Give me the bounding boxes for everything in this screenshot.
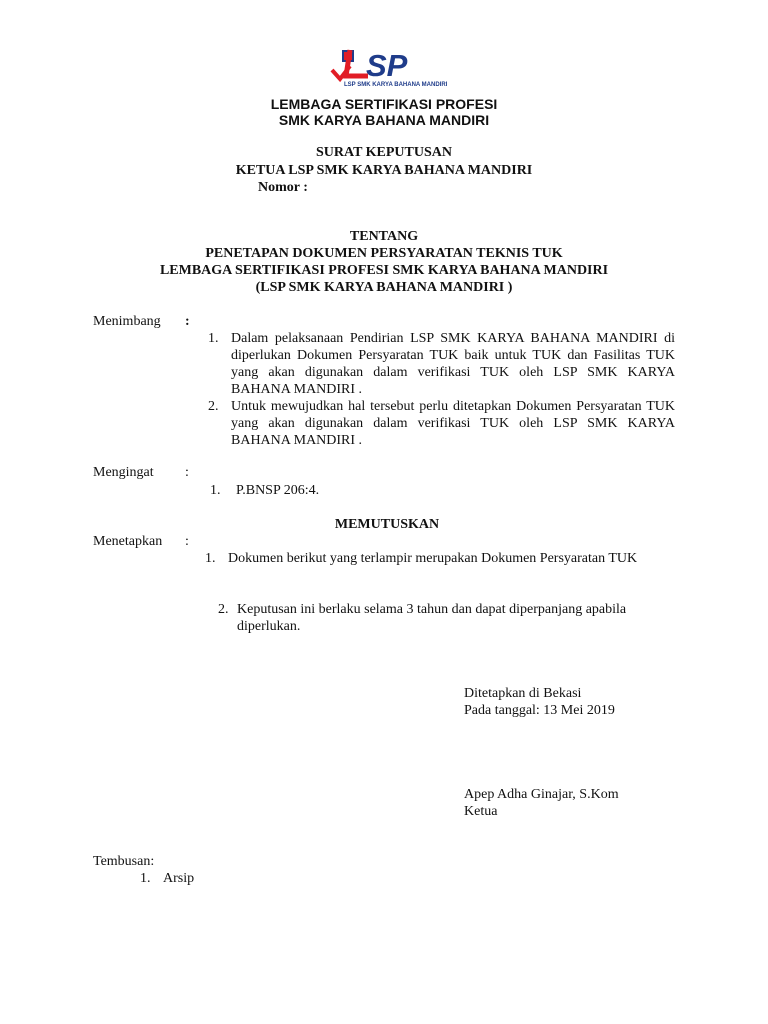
decree-title: SURAT KEPUTUSAN <box>315 145 452 160</box>
tembusan-item-1-num: 1. <box>140 871 151 886</box>
menimbang-item-2-text: Untuk mewujudkan hal tersebut perlu ditetapkan Dokumen Persyaratan TUK yang akan digunakan dalam verifikasi TUK oleh LSP SMK KARYA BAHANA MANDIRI . <box>231 399 675 448</box>
menetapkan-label: Menetapkan <box>93 534 163 549</box>
mengingat-item-1-num: 1. <box>210 483 221 498</box>
signer-position: Ketua <box>464 804 498 819</box>
menimbang-label: Menimbang <box>93 314 161 329</box>
menetapkan-item-1-num: 1. <box>205 551 216 566</box>
tembusan-label: Tembusan: <box>93 854 155 869</box>
menetapkan-item-1-text: Dokumen berikut yang terlampir merupakan Dokumen Persyaratan TUK <box>228 551 638 566</box>
about-line1: PENETAPAN DOKUMEN PERSYARATAN TEKNIS TUK <box>205 246 563 261</box>
menimbang-item-1-num: 1. <box>208 331 219 346</box>
org-line1: LEMBAGA SERTIFIKASI PROFESI <box>270 96 498 112</box>
menetapkan-colon: : <box>185 534 189 549</box>
menimbang-item-2-num: 2. <box>208 399 219 414</box>
lsp-logo <box>328 46 448 92</box>
mengingat-label: Mengingat <box>93 465 154 480</box>
about-line3: (LSP SMK KARYA BAHANA MANDIRI ) <box>255 280 513 295</box>
logo-caption: LSP SMK KARYA BAHANA MANDIRI <box>344 82 448 88</box>
decree-subtitle: KETUA LSP SMK KARYA BAHANA MANDIRI <box>235 163 533 178</box>
sign-place: Ditetapkan di Bekasi <box>464 686 582 701</box>
about-label: TENTANG <box>349 229 419 244</box>
mengingat-item-1-text: P.BNSP 206:4. <box>236 483 320 498</box>
tembusan-item-1-text: Arsip <box>163 871 195 886</box>
org-line2: SMK KARYA BAHANA MANDIRI <box>278 112 490 128</box>
menetapkan-item-2-num: 2. <box>218 602 229 617</box>
mengingat-colon: : <box>185 465 189 480</box>
letter-l <box>346 50 368 76</box>
signer-name: Apep Adha Ginajar, S.Kom <box>464 787 619 802</box>
sign-date: Pada tanggal: 13 Mei 2019 <box>464 703 615 718</box>
menetapkan-item-2-text: Keputusan ini berlaku selama 3 tahun dan dapat diperpanjang apabila diperlukan. <box>237 602 627 634</box>
about-line2: LEMBAGA SERTIFIKASI PROFESI SMK KARYA BAHANA MANDIRI <box>159 263 609 278</box>
logo-letters-sp: SP <box>366 48 408 83</box>
memutuskan-heading: MEMUTUSKAN <box>334 517 440 532</box>
decree-number: Nomor : <box>258 180 308 195</box>
menimbang-colon: : <box>185 314 190 329</box>
menimbang-item-1-text: Dalam pelaksanaan Pendirian LSP SMK KARYA BAHANA MANDIRI di diperlukan Dokumen Persyaratan TUK baik untuk TUK dan Fasilitas TUK yang akan digunakan dalam verifikasi TUK oleh LSP SMK KARYA BAHANA MANDIRI . <box>231 331 675 397</box>
